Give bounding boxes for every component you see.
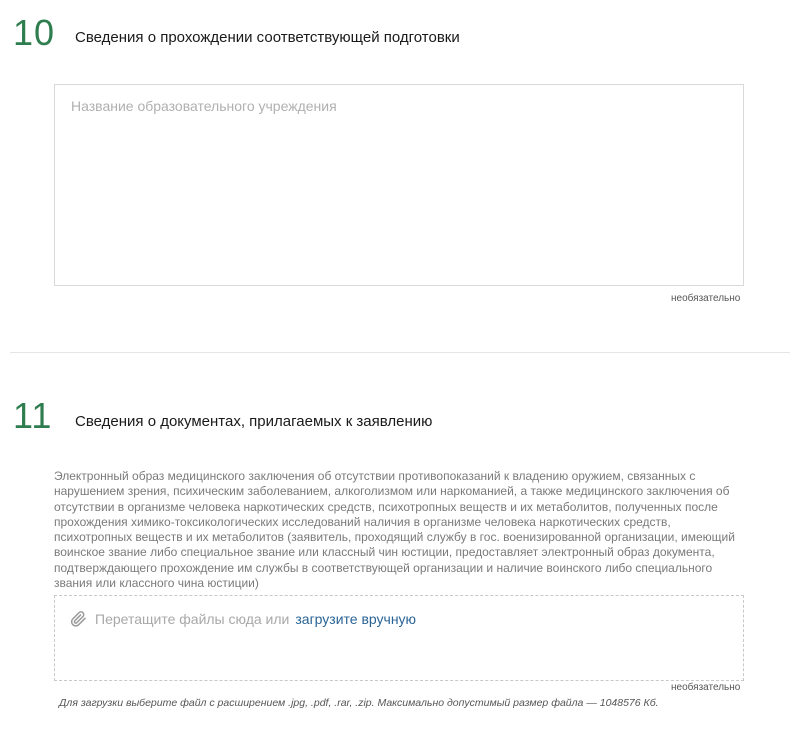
paperclip-icon bbox=[69, 610, 87, 628]
section-number: 11 bbox=[13, 395, 53, 436]
upload-manually-link[interactable]: загрузите вручную bbox=[295, 611, 417, 627]
section-number: 10 bbox=[13, 12, 56, 53]
file-upload-hint: Для загрузки выберите файл с расширением .jpg, .pdf, .rar, .zip. Максимально допустимый размер файла — 1048576 Кб. bbox=[59, 697, 659, 709]
dropzone-text: Перетащите файлы сюда или bbox=[95, 611, 290, 627]
optional-label: необязательно bbox=[671, 293, 741, 304]
file-dropzone[interactable] bbox=[54, 595, 744, 681]
optional-label: необязательно bbox=[671, 682, 741, 693]
dropzone-content bbox=[69, 610, 416, 628]
document-description: Электронный образ медицинского заключения об отсутствии противопоказаний к владению оружием, связанных с нарушением зрения, психическим заболеванием, алкоголизмом или наркоманией, а также медицинского заключения об отсутствии в организме человека наркотических средств, психотропных веществ и их метаболитов, полученных после прохождения химико-токсикологических исследований наличия в организме человека наркотических средств, психотропных веществ и их метаболитов (заявитель, проходящий службу в гос. военизированной организации, имеющий воинское звание либо специальное звание или классный чин юстиции, предоставляет электронный образ документа, подтверждающего прохождение им службы в соответствующей организации и наличие воинского либо специального звания или классного чина юстиции) bbox=[54, 469, 735, 591]
section-title: Сведения о прохождении соответствующей подготовки bbox=[75, 29, 460, 46]
section-title: Сведения о документах, прилагаемых к заявлению bbox=[75, 413, 433, 430]
